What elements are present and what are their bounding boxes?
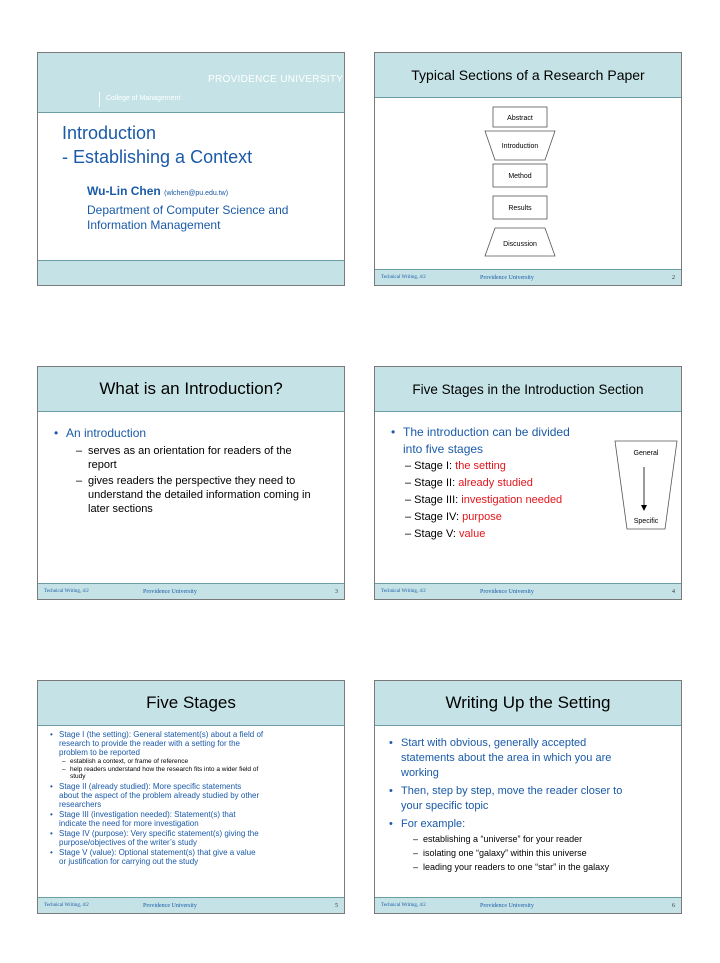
slide-title: Writing Up the Setting: [375, 681, 681, 726]
list-item: [48, 829, 336, 847]
sub-item: – establishing a “universe” for your reader: [389, 832, 673, 846]
sub-line: – help readers understand how the research fits into a wider field of: [70, 765, 259, 773]
footer-course: Technical Writing, 4/2: [44, 903, 89, 908]
item-line: problem to be reported: [59, 748, 140, 757]
item-line: • Stage IV (purpose): Very specific statement(s) giving the: [59, 828, 259, 838]
page-number: 4: [672, 589, 675, 595]
sub-item: [48, 758, 336, 766]
item-line: • Then, step by step, move the reader closer to: [401, 785, 623, 797]
footer: [38, 897, 344, 913]
stage-list: [405, 458, 562, 543]
header-band: [38, 53, 344, 113]
page-number: 6: [672, 903, 675, 909]
footer: [375, 897, 681, 913]
sub-bullet-line: gives readers the perspective they need to: [88, 475, 296, 487]
stage-description-list: [48, 730, 336, 867]
results-label: Results: [508, 205, 532, 212]
slide-6: [374, 680, 682, 914]
slide-3: [37, 366, 345, 600]
list-item: [389, 817, 673, 832]
footer-course: Technical Writing, 4/2: [381, 589, 426, 594]
item-line: purpose/objectives of the writer’s study: [59, 837, 197, 847]
sub-line: study: [70, 773, 86, 780]
list-item: [389, 784, 673, 814]
footer: [38, 583, 344, 599]
item-line: • Stage II (already studied): More specific statements: [59, 781, 242, 791]
footer-university: Providence University: [480, 589, 534, 595]
item-line: or justification for carrying out the study: [59, 856, 199, 866]
sub-line: – establish a context, or frame of reference: [70, 758, 189, 765]
university-name: PROVIDENCE UNIVERSITY: [208, 74, 344, 85]
footer-university: Providence University: [143, 903, 197, 909]
stage-item: – Stage II: already studied: [405, 477, 533, 489]
sub-bullet-line: later sections: [88, 503, 153, 515]
list-item: [48, 730, 336, 757]
item-line: • For example:: [401, 818, 466, 830]
page-number: 2: [672, 275, 675, 281]
footer-course: Technical Writing, 4/2: [381, 275, 426, 280]
slide-5: [37, 680, 345, 914]
item-line: • Stage I (the setting): General statement(s) about a field of: [59, 730, 264, 739]
bullet-list: [389, 736, 673, 874]
item-line: research to provide the reader with a setting for the: [59, 739, 240, 748]
slide-title-line1: Introduction: [62, 123, 157, 143]
footer-course: Technical Writing, 4/2: [381, 903, 426, 908]
item-line: • Stage V (value): Optional statement(s) that give a value: [59, 847, 256, 857]
footer: [375, 269, 681, 285]
item-line: researchers: [59, 799, 102, 809]
sub-item: – isolating one “galaxy” within this universe: [389, 846, 673, 860]
author: [87, 184, 228, 198]
footer-band: [38, 260, 344, 285]
slide-title: Five Stages in the Introduction Section: [375, 367, 681, 412]
footer-university: Providence University: [143, 589, 197, 595]
slide-title: What is an Introduction?: [38, 367, 344, 412]
bullet-line: The introduction can be divided: [403, 425, 570, 439]
department-line2: Information Management: [87, 218, 221, 232]
funnel-bottom-label: Specific: [633, 518, 659, 525]
list-item: [389, 736, 673, 781]
footer-university: Providence University: [480, 275, 534, 281]
sub-item: [48, 766, 336, 781]
abstract-label: Abstract: [507, 115, 533, 122]
introduction-label: Introduction: [501, 143, 539, 150]
slide-title: Five Stages: [38, 681, 344, 726]
item-line: indicate the need for more investigation: [59, 818, 199, 828]
bullet-line: into five stages: [403, 442, 484, 456]
slide-1: [37, 52, 345, 286]
item-line: • Start with obvious, generally accepted: [401, 737, 587, 749]
page-number: 3: [335, 589, 338, 595]
bullet-item: • The introduction can be divided into five stages: [391, 425, 570, 456]
sub-bullet: – gives readers the perspective they need to understand the detailed information coming in later sections: [54, 474, 334, 516]
general-specific-funnel: [613, 439, 679, 531]
footer-university: Providence University: [480, 903, 534, 909]
sub-bullet-line: report: [88, 459, 117, 471]
slide-title: Typical Sections of a Research Paper: [375, 53, 681, 98]
sub-bullet-line: understand the detailed information coming in: [88, 489, 311, 501]
item-line: • Stage III (investigation needed): Statement(s) that: [59, 809, 236, 819]
footer-course: Technical Writing, 4/2: [44, 589, 89, 594]
stage-item: – Stage III: investigation needed: [405, 494, 563, 506]
sub-bullet: – serves as an orientation for readers of the report: [54, 444, 334, 472]
list-item: [48, 848, 336, 866]
discussion-label: Discussion: [503, 241, 537, 248]
method-label: Method: [508, 173, 532, 180]
college-name: College of Management: [106, 95, 181, 102]
sub-bullet-line: serves as an orientation for readers of the: [88, 445, 292, 457]
stage-item: – Stage I: the setting: [405, 460, 506, 472]
bullet-list: [54, 425, 334, 516]
author-email: (wlchen@pu.edu.tw): [164, 190, 229, 197]
department-line1: Department of Computer Science and: [87, 203, 289, 217]
stage-item: – Stage IV: purpose: [405, 511, 502, 523]
list-item: [48, 810, 336, 828]
slide-title-line2: - Establishing a Context: [62, 147, 253, 167]
funnel-top-label: General: [633, 450, 659, 457]
item-line: statements about the area in which you are: [401, 752, 612, 764]
page-number: 5: [335, 903, 338, 909]
author-name: Wu-Lin Chen: [87, 184, 161, 198]
list-item: [48, 782, 336, 809]
slide-2: [374, 52, 682, 286]
paper-sections-diagram: [375, 98, 681, 268]
slide-4: [374, 366, 682, 600]
bullet-item: • An introduction: [54, 425, 334, 441]
stage-item: – Stage V: value: [405, 528, 486, 540]
footer: [375, 583, 681, 599]
divider-line: [99, 92, 100, 107]
item-line: your specific topic: [401, 800, 489, 812]
item-line: working: [401, 767, 439, 779]
sub-item: – leading your readers to one “star” in the galaxy: [389, 860, 673, 874]
item-line: about the aspect of the problem already studied by other: [59, 790, 260, 800]
